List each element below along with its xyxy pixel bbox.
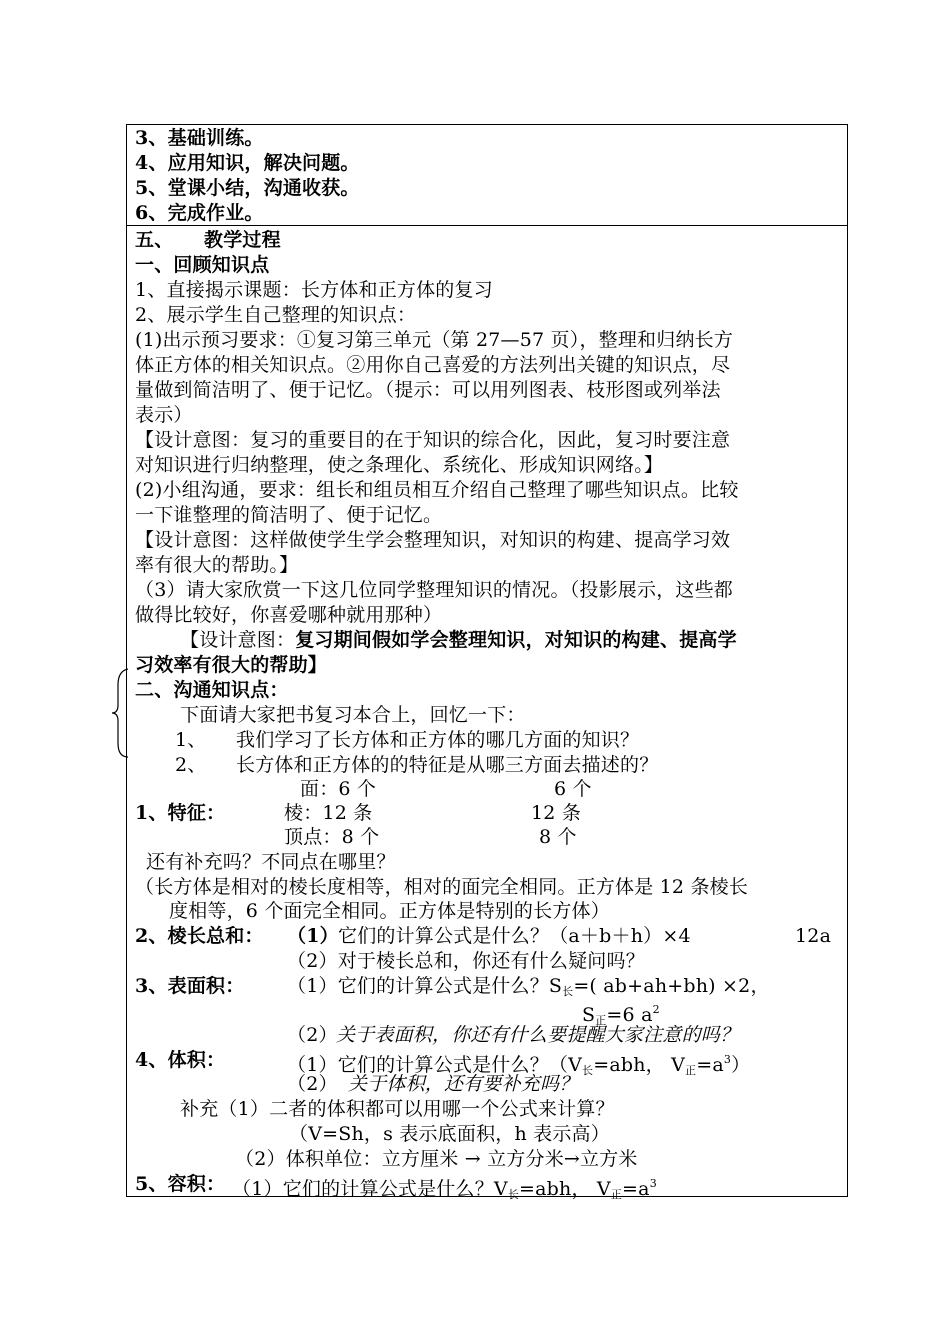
subscript-cube: 正 (610, 1188, 623, 1201)
supplement-2: （2）体积单位：立方厘米 → 立方分米→立方米 (235, 1148, 638, 1170)
answer-line-2: 度相等，6 个面完全相同。正方体是特别的长方体） (169, 900, 610, 922)
feature-vertex-cube: 8 个 (539, 826, 577, 848)
feature-edge-cube: 12 条 (531, 802, 582, 824)
subscript-cube: 正 (595, 1014, 607, 1027)
edge-sum-question: 它们的计算公式是什么？（a＋b＋h）×4 (338, 925, 691, 947)
supplement-1-answer: （V=Sh，s 表示底面积，h 表示高） (289, 1123, 610, 1145)
part1-line-9: (2)小组沟通，要求：组长和组员相互介绍自己整理了哪些知识点。比较 (135, 479, 739, 501)
design-intent-3-prefix: 【设计意图： (180, 629, 296, 651)
superscript-3: 3 (723, 1053, 732, 1066)
step-6: 6、完成作业。 (135, 202, 264, 224)
subscript-cube: 正 (685, 1064, 697, 1077)
surface-area-formula (287, 974, 770, 1004)
part1-line-5: 量做到简洁明了、便于记忆。（提示：可以用列图表、枝形图或列举法 (135, 379, 721, 401)
capacity-label: 5、容积： (135, 1173, 226, 1195)
feature-vertex: 顶点：8 个 (284, 826, 380, 848)
capacity-formula (232, 1172, 657, 1207)
part2-title: 二、沟通知识点： (135, 679, 289, 701)
surface-area-text: （1）它们的计算公式是什么？S (287, 975, 563, 997)
design-intent-1b: 对知识进行归纳整理，使之条理化、系统化、形成知识网络。】 (135, 454, 664, 476)
curly-brace-icon (110, 667, 130, 759)
edge-sum-question-2: （2）对于棱长总和，你还有什么疑问吗？ (287, 950, 645, 972)
edge-sum-cube: 12a (795, 925, 832, 947)
capacity-text: （1）它们的计算公式是什么？V (232, 1178, 508, 1200)
design-intent-1a: 【设计意图：复习的重要目的在于知识的综合化，因此，复习时要注意 (135, 429, 731, 451)
part1-title: 一、回顾知识点 (135, 254, 270, 276)
surface-area-question-2: 关于表面积，你还有什么要提醒大家注意的吗？ (336, 1024, 740, 1046)
design-intent-2a: 【设计意图：这样做使学生学会整理知识，对知识的构建、提高学习效 (135, 529, 731, 551)
subscript-cuboid: 长 (582, 1064, 594, 1077)
subscript-cuboid: 长 (562, 985, 574, 998)
design-intent-3-bold: 复习期间假如学会整理知识，对知识的构建、提高学 (295, 629, 737, 651)
volume-text-4: ） (731, 1054, 751, 1076)
superscript-3: 3 (649, 1177, 657, 1190)
question-1: 我们学习了长方体和正方体的哪几方面的知识？ (236, 729, 640, 751)
capacity-text-3: =a (622, 1178, 650, 1200)
design-intent-2b: 率有很大的帮助。】 (135, 554, 299, 576)
superscript-2: 2 (652, 1003, 660, 1016)
part1-line-13: （3）请大家欣赏一下这几位同学整理知识的情况。（投影展示，这些都 (135, 579, 733, 601)
surface-area-label: 3、表面积： (135, 975, 245, 997)
feature-label: 1、特征： (135, 802, 226, 824)
part1-line-14: 做得比较好，你喜爱哪种就用那种） (135, 604, 443, 626)
supplement-1: 补充（1）二者的体积都可以用哪一个公式来计算？ (180, 1098, 615, 1120)
volume-label: 4、体积： (135, 1049, 226, 1071)
step-4: 4、应用知识，解决问题。 (135, 152, 360, 174)
feature-face: 面：6 个 (300, 778, 377, 800)
cube-area-text: =6 a (606, 1004, 653, 1026)
volume-question-2-number: （2） (287, 1073, 338, 1095)
question-2-number: 2、 (175, 754, 207, 776)
edge-sum-number: （1） (287, 925, 339, 947)
extra-question: 还有补充吗？不同点在哪里？ (146, 851, 396, 873)
part1-line-2: 2、展示学生自己整理的知识点： (135, 304, 417, 326)
step-3: 3、基础训练。 (135, 127, 264, 149)
part1-line-3: (1)出示预习要求：①复习第三单元（第 27—57 页），整理和归纳长方 (135, 329, 734, 351)
part1-line-6: 表示） (135, 404, 193, 426)
part2-intro: 下面请大家把书复习本合上，回忆一下： (180, 704, 526, 726)
feature-face-cube: 6 个 (554, 778, 592, 800)
design-intent-3b: 习效率有很大的帮助】 (135, 654, 328, 676)
row-divider (127, 225, 847, 226)
part1-line-10: 一下谁整理的简洁明了、便于记忆。 (135, 504, 443, 526)
question-2: 长方体和正方体的的特征是从哪三方面去描述的？ (236, 754, 659, 776)
question-1-number: 1、 (175, 729, 207, 751)
section-five-number: 五、 (135, 229, 174, 251)
answer-line-1: （长方体是相对的棱长度相等，相对的面完全相同。正方体是 12 条棱长 (135, 876, 749, 898)
volume-text-2: =abh， V (593, 1054, 686, 1076)
surface-area-question-2-number: （2） (287, 1024, 338, 1046)
part1-line-4: 体正方体的相关知识点。②用你自己喜爱的方法列出关键的知识点，尽 (135, 354, 731, 376)
cube-area-s: S (582, 1004, 596, 1026)
subscript-cuboid: 长 (507, 1188, 520, 1201)
surface-area-formula-text: =( ab+ah+bh) ×2， (573, 975, 770, 997)
edge-sum-label: 2、棱长总和： (135, 925, 264, 947)
section-five-title: 教学过程 (204, 229, 281, 251)
feature-edge: 棱：12 条 (284, 802, 373, 824)
volume-text-3: =a (696, 1054, 724, 1076)
volume-question-2: 关于体积，还有要补充吗？ (348, 1073, 579, 1095)
capacity-text-2: =abh， V (519, 1178, 611, 1200)
step-5: 5、堂课小结，沟通收获。 (135, 177, 360, 199)
design-intent-3a (180, 628, 737, 652)
part1-line-1: 1、直接揭示课题：长方体和正方体的复习 (135, 279, 493, 301)
volume-text: （1）它们的计算公式是什么？（V (287, 1054, 583, 1076)
